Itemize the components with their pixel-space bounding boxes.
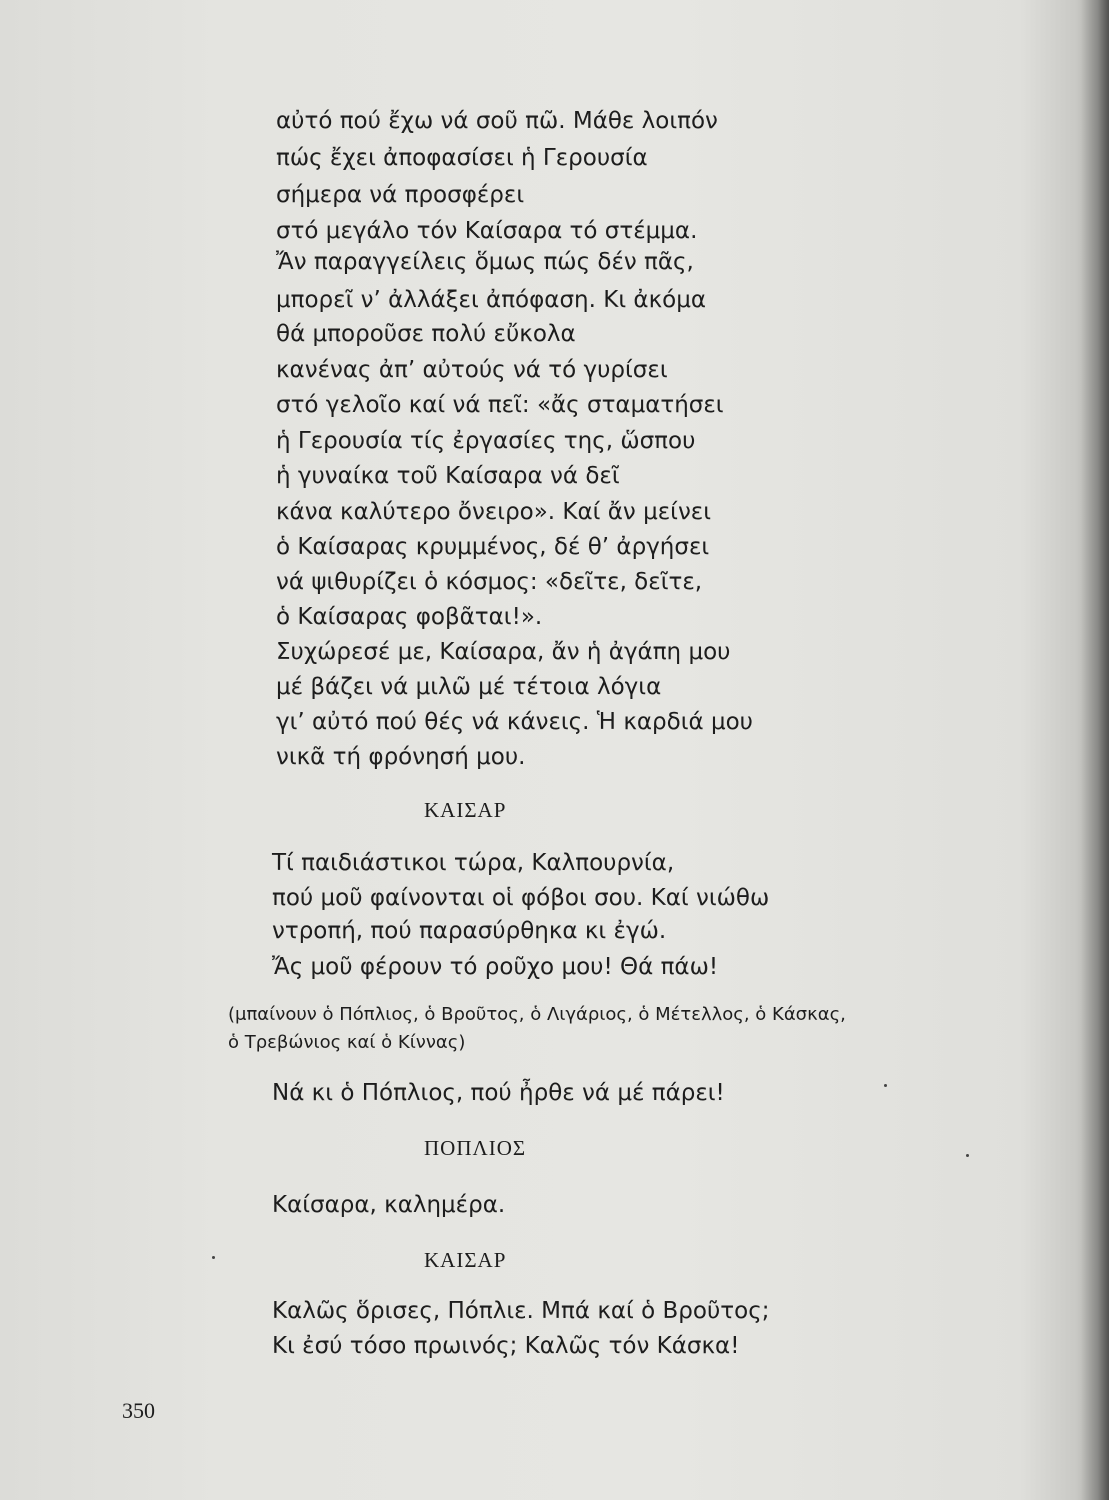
verse-line: μπορεῖ ν’ ἀλλάξει ἀπόφαση. Κι ἀκόμα	[276, 287, 706, 313]
binding-shadow	[1081, 0, 1109, 1500]
verse-line: γι’ αὐτό πού θές νά κάνεις. Ἡ καρδιά μου	[276, 709, 753, 735]
speaker-heading: ΚΑΙΣΑΡ	[424, 798, 507, 822]
verse-line: Ἄν παραγγείλεις ὅμως πώς δέν πᾶς,	[276, 249, 694, 275]
stage-direction: ὁ Τρεβώνιος καί ὁ Κίννας)	[228, 1032, 466, 1053]
verse-line: πώς ἔχει ἀποφασίσει ἡ Γερουσία	[276, 145, 648, 171]
verse-line: νικᾶ τή φρόνησή μου.	[276, 744, 526, 770]
verse-line: Νά κι ὁ Πόπλιος, πού ἦρθε νά μέ πάρει!	[272, 1080, 725, 1106]
verse-line: ὁ Καίσαρας κρυμμένος, δέ θ’ ἀργήσει	[276, 534, 710, 560]
verse-line: μέ βάζει νά μιλῶ μέ τέτοια λόγια	[276, 674, 662, 700]
verse-line: ἡ γυναίκα τοῦ Καίσαρα νά δεῖ	[276, 463, 620, 489]
verse-line: Καίσαρα, καλημέρα.	[272, 1192, 506, 1218]
speaker-heading: ΚΑΙΣΑΡ	[424, 1248, 507, 1272]
verse-line: Συχώρεσέ με, Καίσαρα, ἄν ἡ ἀγάπη μου	[276, 639, 731, 665]
ink-speck	[212, 1256, 215, 1259]
verse-line: θά μποροῦσε πολύ εὔκολα	[276, 321, 576, 347]
verse-line: κανένας ἀπ’ αὐτούς νά τό γυρίσει	[276, 357, 668, 383]
verse-line: ὁ Καίσαρας φοβᾶται!».	[276, 604, 543, 630]
page-number: 350	[122, 1398, 155, 1423]
verse-line: στό γελοῖο καί νά πεῖ: «ἄς σταματήσει	[276, 392, 724, 418]
stage-direction: (μπαίνουν ὁ Πόπλιος, ὁ Βροῦτος, ὁ Λιγάριος, ὁ Μέτελλος, ὁ Κάσκας,	[228, 1004, 846, 1025]
verse-line: αὐτό πού ἔχω νά σοῦ πῶ. Μάθε λοιπόν	[276, 108, 718, 134]
verse-line: στό μεγάλο τόν Καίσαρα τό στέμμα.	[276, 218, 698, 244]
verse-line: πού μοῦ φαίνονται οἱ φόβοι σου. Καί νιώθω	[272, 885, 770, 911]
ink-speck	[884, 1084, 887, 1087]
speaker-heading: ΠΟΠΛΙΟΣ	[424, 1136, 527, 1160]
verse-line: Τί παιδιάστικοι τώρα, Καλπουρνία,	[272, 850, 675, 876]
verse-line: ντροπή, πού παρασύρθηκα κι ἐγώ.	[272, 918, 667, 944]
verse-line: Ἄς μοῦ φέρουν τό ροῦχο μου! Θά πάω!	[272, 954, 719, 980]
verse-line: Κι ἐσύ τόσο πρωινός; Καλῶς τόν Κάσκα!	[272, 1333, 740, 1359]
verse-line: κάνα καλύτερο ὄνειρο». Καί ἄν μείνει	[276, 499, 712, 525]
ink-speck	[966, 1154, 969, 1157]
verse-line: Καλῶς ὅρισες, Πόπλιε. Μπά καί ὁ Βροῦτος;	[272, 1298, 770, 1324]
verse-line: νά ψιθυρίζει ὁ κόσμος: «δεῖτε, δεῖτε,	[276, 569, 703, 595]
verse-line: ἡ Γερουσία τίς ἐργασίες της, ὥσπου	[276, 428, 696, 454]
verse-line: σήμερα νά προσφέρει	[276, 182, 525, 208]
